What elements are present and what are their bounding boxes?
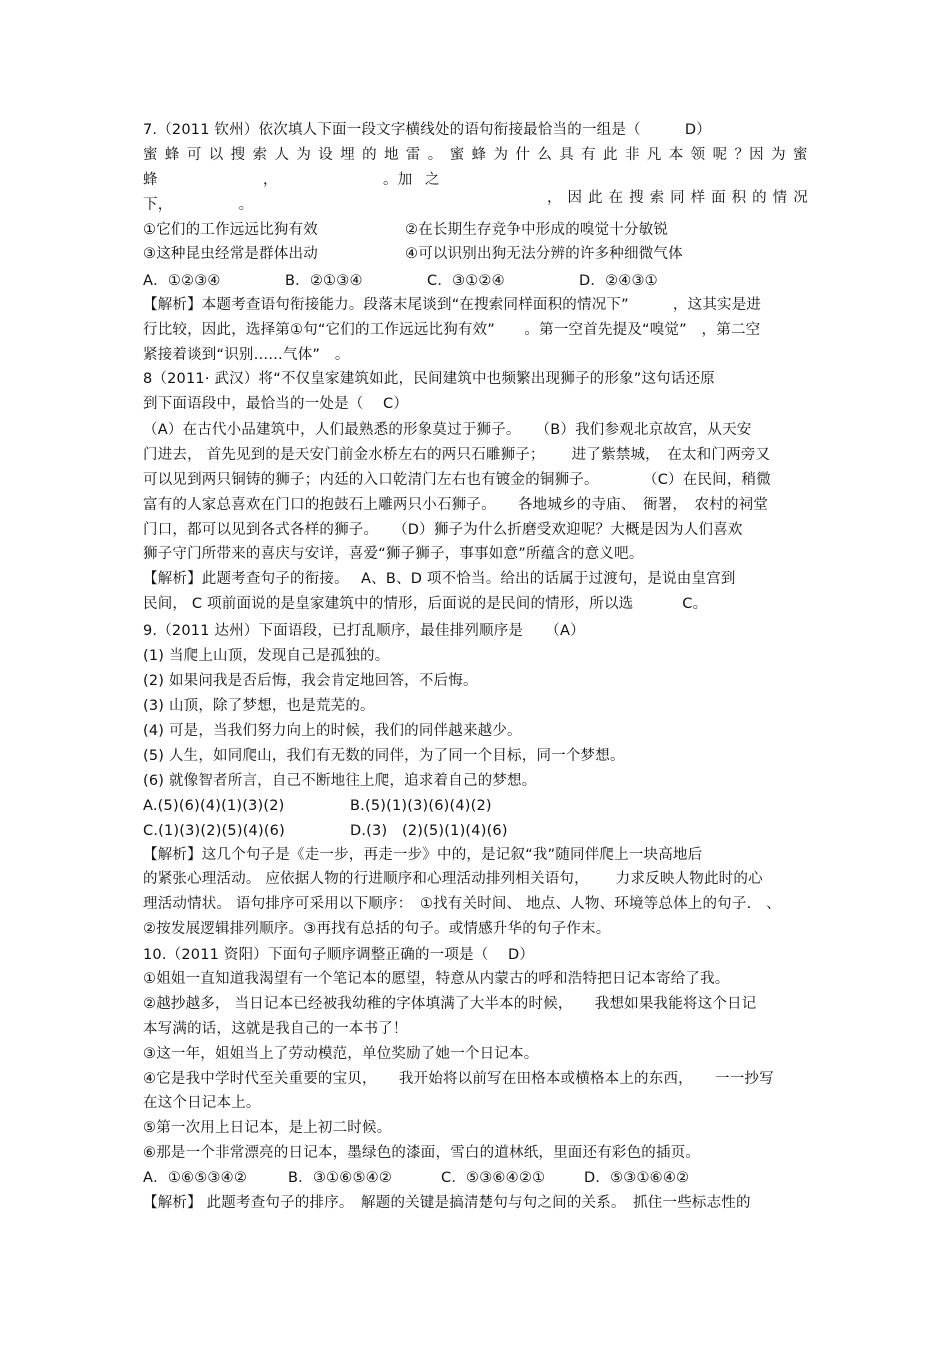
q8-analysis-line-1: 【解析】此题考查句子的衔接。 A、B、D 项不恰当。给出的话属于过渡句，是说由皇宫到 bbox=[143, 571, 736, 587]
q10-analysis-line-1: 【解析】 此题考查句子的排序。 解题的关键是搞清楚句与句之间的关系。 抓住一些标志性的 bbox=[143, 1195, 751, 1211]
q7-passage-line-1: 蜜 蜂 可 以 搜 索 人 为 设 埋 的 地 雷 。 蜜 蜂 为 什 么 具 有 此 非 凡 本 领 呢 ？因 为 蜜 bbox=[143, 147, 808, 163]
q9-analysis-line-3: 理活动情状。 语句排序可采用以下顺序： ①找有关时间、 地点、人物、环境等总体上的句子. 、 bbox=[143, 896, 781, 912]
q9-options-row-1: A.(5)(6)(4)(1)(3)(2) B.(5)(1)(3)(6)(4)(2) bbox=[143, 798, 492, 814]
q7-analysis-line-3: 紧接着谈到“识别……气体” 。 bbox=[143, 347, 350, 363]
q7-analysis-line-1: 【解析】本题考查语句衔接能力。段落末尾谈到“在搜索同样面积的情况下” ，这其实是进 bbox=[143, 297, 762, 313]
q9-sentence-5: (5) 人生，如同爬山，我们有无数的同伴，为了同一个目标，同一个梦想。 bbox=[143, 748, 625, 764]
q7-analysis-line-2: 行比较，因此，选择第①句“它们的工作远远比狗有效” 。第一空首先提及“嗅觉” ，第二空 bbox=[143, 322, 761, 338]
q7-passage-line-2: 蜂 ， 。加 之 ， 因 此 在 搜 索 同 样 面 积 的 情 况 bbox=[143, 172, 808, 206]
q8-passage-line-4: 富有的人家总喜欢在门口的抱鼓石上雕两只小石狮子。 各地城乡的寺庙、 衙署， 农村的祠堂 bbox=[143, 497, 769, 513]
q9-sentence-6: (6) 就像智者所言，自己不断地往上爬，追求着自己的梦想。 bbox=[143, 773, 537, 789]
q8-passage-line-5: 门口，都可以见到各式各样的狮子。 （D）狮子为什么折磨受欢迎呢？大概是因为人们喜欢 bbox=[143, 522, 743, 538]
q9-sentence-2: (2) 如果问我是否后悔，我会肯定地回答，不后悔。 bbox=[143, 673, 478, 689]
q7-answer-choices: A．①②③④ B．②①③④ C．③①②④ D．②④③① bbox=[143, 273, 658, 289]
q10-sentence-3: ③这一年，姐姐当上了劳动模范，单位奖励了她一个日记本。 bbox=[143, 1046, 539, 1062]
q10-sentence-1: ①姐姐一直知道我渴望有一个笔记本的愿望，特意从内蒙古的呼和浩特把日记本寄给了我。 bbox=[143, 971, 730, 987]
q7-options-row-2: ③这种昆虫经常是群体出动 ④可以识别出狗无法分辨的许多种细微气体 bbox=[143, 246, 683, 262]
q8-passage-line-6: 狮子守门所带来的喜庆与安详，喜爱“狮子狮子，事事如意”所蕴含的意义吧。 bbox=[143, 546, 644, 562]
q8-passage-line-3: 可以见到两只铜铸的狮子；内廷的入口乾清门左右也有镀金的铜狮子。 （C）在民间，稍微 bbox=[143, 472, 771, 488]
q9-sentence-4: (4) 可是，当我们努力向上的时候，我们的同伴越来越少。 bbox=[143, 723, 522, 739]
q7-stem: 7.（2011 钦州）依次填人下面一段文字横线处的语句衔接最恰当的一组是（ D） bbox=[143, 122, 711, 138]
q9-analysis-line-2: 的紧张心理活动。 应依据人物的行进顺序和心理活动排列相关语句， 力求反映人物此时的心 bbox=[143, 871, 763, 887]
q8-passage-line-2: 门进去， 首先见到的是天安门前金水桥左右的两只石雕狮子； 进了紫禁城， 在太和门两旁又 bbox=[143, 447, 771, 463]
q10-sentence-6: ⑥那是一个非常漂亮的日记本，墨绿色的漆面，雪白的道林纸，里面还有彩色的插页。 bbox=[143, 1145, 701, 1161]
q8-stem-line-2: 到下面语段中，最恰当的一处是（ C） bbox=[143, 396, 409, 412]
q7-passage-line-3: 下， 。 bbox=[143, 197, 254, 213]
q10-sentence-5: ⑤第一次用上日记本，是上初二时候。 bbox=[143, 1120, 392, 1136]
q7-options-row-1: ①它们的工作远远比狗有效 ②在长期生存竞争中形成的嗅觉十分敏锐 bbox=[143, 222, 669, 238]
q10-sentence-2a: ②越抄越多， 当日记本已经被我幼稚的字体填满了大半本的时候， 我想如果我能将这个日记 bbox=[143, 996, 757, 1012]
q10-sentence-2b: 本写满的话，这就是我自己的一本书了！ bbox=[143, 1021, 408, 1037]
q10-sentence-4a: ④它是我中学时代至关重要的宝贝， 我开始将以前写在田格本或横格本上的东西， 一一抄写 bbox=[143, 1071, 774, 1087]
q9-analysis-line-1: 【解析】这几个句子是《走一步，再走一步》中的，是记叙“我”随同伴爬上一块高地后 bbox=[143, 847, 703, 863]
q9-sentence-3: (3) 山顶，除了梦想，也是荒芜的。 bbox=[143, 698, 375, 714]
q8-analysis-line-2: 民间， C 项前面说的是皇家建筑中的情形，后面说的是民间的情形，所以选 C。 bbox=[143, 596, 708, 612]
q8-stem-line-1: 8（2011· 武汉）将“不仅皇家建筑如此，民间建筑中也频繁出现狮子的形象”这句话还原 bbox=[143, 371, 715, 387]
q8-passage-line-1: （A）在古代小品建筑中，人们最熟悉的形象莫过于狮子。 （B）我们参观北京故宫，从天安 bbox=[143, 422, 752, 438]
q9-sentence-1: (1) 当爬上山顶，发现自己是孤独的。 bbox=[143, 648, 390, 664]
q10-sentence-4b: 在这个日记本上。 bbox=[143, 1095, 261, 1111]
q9-options-row-2: C.(1)(3)(2)(5)(4)(6) D.(3) (2)(5)(1)(4)(6) bbox=[143, 823, 508, 839]
q9-analysis-line-4: ②按发展逻辑排列顺序。③再找有总括的句子。或情感升华的句子作末。 bbox=[143, 921, 611, 937]
q9-stem: 9.（2011 达州）下面语段，已打乱顺序，最佳排列顺序是 （A） bbox=[143, 623, 585, 639]
q10-answer-choices: A．①⑥⑤③④② B．③①⑥⑤④② C．⑤③⑥④②① D．⑤③①⑥④② bbox=[143, 1170, 690, 1186]
q10-stem: 10.（2011 资阳）下面句子顺序调整正确的一项是（ D） bbox=[143, 947, 535, 963]
